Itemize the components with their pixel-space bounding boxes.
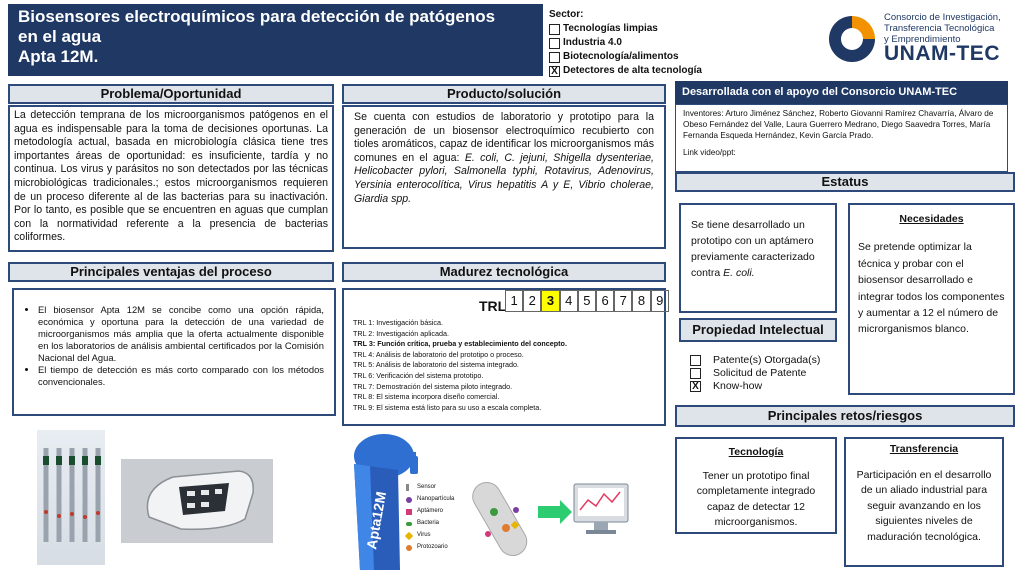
legend-label: Bacteria bbox=[417, 520, 440, 526]
video-link[interactable]: Link video/ppt: bbox=[683, 148, 736, 157]
trl-level: 9 bbox=[651, 290, 669, 312]
problema-box bbox=[8, 105, 334, 252]
estatus-text: Se tiene desarrollado un prototipo con un aptámero previamente caracterizado contra bbox=[691, 219, 815, 279]
checkbox[interactable] bbox=[690, 368, 701, 379]
producto-header: Producto/solución bbox=[342, 84, 666, 104]
trl-description: TRL 7: Demostración del sistema piloto integrado. bbox=[353, 381, 513, 391]
checkbox-checked[interactable]: X bbox=[690, 381, 701, 392]
estatus-header: Estatus bbox=[675, 172, 1015, 192]
propiedad-item[interactable] bbox=[690, 367, 820, 380]
legend-label: Protozoario bbox=[417, 544, 448, 550]
aptamer-icon bbox=[406, 509, 412, 515]
necesidades-box bbox=[848, 203, 1015, 395]
trl-label: TRL bbox=[479, 298, 507, 314]
legend-item bbox=[406, 508, 454, 515]
producto-box bbox=[342, 105, 666, 249]
propiedad-item-label: Patente(s) Otorgada(s) bbox=[713, 354, 821, 366]
trl-descriptions bbox=[353, 318, 659, 413]
legend-label: Nanopartícula bbox=[417, 496, 455, 502]
trl-scale bbox=[505, 290, 669, 312]
trl-level: 4 bbox=[560, 290, 578, 312]
logo-line-3: y Emprendimiento bbox=[884, 34, 961, 45]
transferencia-title: Transferencia bbox=[889, 443, 959, 455]
sector-item-label: Detectores de alta tecnología bbox=[563, 65, 702, 76]
trl-level: 5 bbox=[578, 290, 596, 312]
transferencia-text: Participación en el desarrollo de un aliado industrial para seguir avanzando en los siguientes niveles de maduración tecnológica. bbox=[856, 468, 992, 543]
trl-description-current: TRL 3: Función crítica, prueba y establecimiento del concepto. bbox=[353, 339, 567, 349]
sector-label: Sector: bbox=[549, 9, 584, 20]
protozoa-icon bbox=[406, 545, 412, 551]
ventaja-item: • El tiempo de detección es más corto comparado con los métodos convencionales. bbox=[38, 364, 324, 388]
necesidades-text: Se pretende optimizar la técnica y probar con el biosensor desarrollado e integrar todos los componentes y aumentar a 12 el número de microrganismos blanco. bbox=[858, 241, 1005, 336]
legend-item bbox=[406, 532, 454, 539]
prototype-photo bbox=[121, 459, 273, 543]
checkbox[interactable] bbox=[690, 355, 701, 366]
producto-text: Se cuenta con estudios de laboratorio y prototipo para la generación de un biosensor electroquímico recubierto con tioles aromáticos, capaz de identificar los microorganismos más comunes en el agua: bbox=[354, 111, 654, 164]
producto-species: E. coli, C. jejuni, Shigella dysenteriae, Helicobacter pylori, Salmonella typhi, Rotavirus, Adenovirus, Yersinia enterocolítica, Virus hepatitis A y E, Vibrio cholerae, Giardia spp. bbox=[354, 151, 654, 205]
propiedad-item-label: Solicitud de Patente bbox=[713, 367, 807, 379]
unam-tec-logo-icon bbox=[822, 12, 882, 66]
propiedad-item[interactable] bbox=[690, 354, 820, 367]
legend-label: Sensor bbox=[417, 484, 437, 490]
page-title bbox=[8, 4, 543, 76]
propiedad-list bbox=[690, 354, 820, 393]
sector-panel bbox=[549, 8, 709, 78]
ventaja-item: • El biosensor Apta 12M se concibe como una opción rápida, económica y oportuna para la detección de una variedad de microorganismos más amplia que la oferta actualmente disponible en los laboratorios de análisis ambiental certificados por la Comisión Nacional del Agua. bbox=[38, 304, 324, 364]
propiedad-item[interactable] bbox=[690, 380, 820, 393]
trl-level-current: 3 bbox=[541, 290, 559, 312]
propiedad-item-label: Know-how bbox=[713, 380, 763, 392]
checkbox[interactable] bbox=[549, 52, 560, 63]
sensor-strips-icon bbox=[37, 430, 105, 565]
legend-item bbox=[406, 484, 454, 491]
sector-item[interactable] bbox=[549, 64, 709, 78]
trl-description: TRL 5: Análisis de laboratorio del sistema integrado. bbox=[353, 360, 519, 370]
sector-item-label: Industria 4.0 bbox=[563, 37, 622, 48]
sensor-strips-photo bbox=[37, 430, 105, 565]
legend-item bbox=[406, 520, 454, 527]
title-line-3: Apta 12M. bbox=[18, 47, 99, 66]
logo-line-1: Consorcio de Investigación, bbox=[884, 12, 1001, 23]
estatus-box bbox=[679, 203, 837, 313]
trl-level: 1 bbox=[505, 290, 523, 312]
trl-description: TRL 8: El sistema incorpora diseño comercial. bbox=[353, 392, 500, 402]
retos-header: Principales retos/riesgos bbox=[675, 405, 1015, 427]
figure-legend bbox=[406, 484, 454, 551]
trl-description: TRL 2: Investigación aplicada. bbox=[353, 328, 450, 338]
trl-description: TRL 4: Análisis de laboratorio del prototipo o proceso. bbox=[353, 349, 524, 359]
madurez-header: Madurez tecnológica bbox=[342, 262, 666, 282]
virus-icon bbox=[405, 531, 413, 539]
detection-illustration bbox=[468, 470, 638, 570]
legend-label: Aptámero bbox=[417, 508, 444, 514]
estatus-species: E. coli. bbox=[723, 267, 755, 279]
problema-header: Problema/Oportunidad bbox=[8, 84, 334, 104]
tecnologia-title: Tecnología bbox=[728, 446, 784, 458]
trl-level: 8 bbox=[632, 290, 650, 312]
sector-item[interactable] bbox=[549, 22, 709, 36]
ventajas-box bbox=[12, 288, 336, 416]
consorcio-box bbox=[675, 104, 1008, 172]
sector-item[interactable] bbox=[549, 50, 709, 64]
sector-item-label: Tecnologías limpias bbox=[563, 23, 658, 34]
device-label: Apta12M bbox=[363, 490, 390, 551]
trl-level: 6 bbox=[596, 290, 614, 312]
sensor-icon bbox=[406, 484, 409, 491]
trl-level: 7 bbox=[614, 290, 632, 312]
inventores-text: Inventores: Arturo Jiménez Sánchez, Roberto Giovanni Ramírez Chavarría, Álvaro de Obeso Fernández del Valle, Laura Guerrero Medrano, Diego Saavedra Torres, María Fernanda Esqueda Hernández, Kevin García Prado. bbox=[683, 109, 994, 140]
checkbox[interactable] bbox=[549, 38, 560, 49]
title-line-2: en el agua bbox=[18, 27, 102, 46]
checkbox-checked[interactable]: X bbox=[549, 66, 560, 77]
nanoparticle-icon bbox=[406, 497, 412, 503]
consorcio-header: Desarrollada con el apoyo del Consorcio UNAM-TEC bbox=[675, 81, 1008, 104]
necesidades-title: Necesidades bbox=[899, 213, 964, 225]
trl-description: TRL 1: Investigación básica. bbox=[353, 318, 444, 327]
problema-text: La detección temprana de los microorganismos patógenos en el agua es indispensable para la toma de decisiones oportunas. La metodología actual, basada en microbiología clásica tiene tres importantes áreas de oportunidad: es insuficiente, tardía y no continua. Los virus y parásitos no son detectados por las técnicas microbiológicas tradicionales.; estos microorganismos requieren de un proceso diferente al de las bacterias para su inactivación. Por lo tanto, es posible que se encuentren en aguas que cumplan con la normatividad referente a la presencia de bacterias coliformes. bbox=[14, 109, 328, 244]
tecnologia-text: Tener un prototipo final completamente integrado capaz de detectar 12 microorganismos. bbox=[696, 469, 816, 528]
ventajas-header: Principales ventajas del proceso bbox=[8, 262, 334, 282]
sector-item-label: Biotecnología/alimentos bbox=[563, 51, 679, 62]
checkbox[interactable] bbox=[549, 24, 560, 35]
bacteria-icon bbox=[406, 522, 412, 526]
trl-description: TRL 6: Verificación del sistema prototipo. bbox=[353, 370, 484, 380]
logo-brand: UNAM-TEC bbox=[884, 42, 1000, 65]
logo-text bbox=[884, 12, 1001, 45]
legend-label: Virus bbox=[417, 532, 431, 538]
prototype-device-icon bbox=[121, 459, 273, 543]
title-line-1: Biosensores electroquímicos para detección de patógenos bbox=[18, 7, 496, 26]
sector-item[interactable] bbox=[549, 36, 709, 50]
logo-line-2: Transferencia Tecnológica bbox=[884, 23, 995, 34]
transferencia-box bbox=[844, 437, 1004, 567]
tecnologia-box bbox=[675, 437, 837, 534]
legend-item bbox=[406, 544, 454, 551]
propiedad-header: Propiedad Intelectual bbox=[679, 318, 837, 342]
trl-description: TRL 9: El sistema está listo para su uso a escala completa. bbox=[353, 402, 542, 412]
trl-level: 2 bbox=[523, 290, 541, 312]
legend-item bbox=[406, 496, 454, 503]
